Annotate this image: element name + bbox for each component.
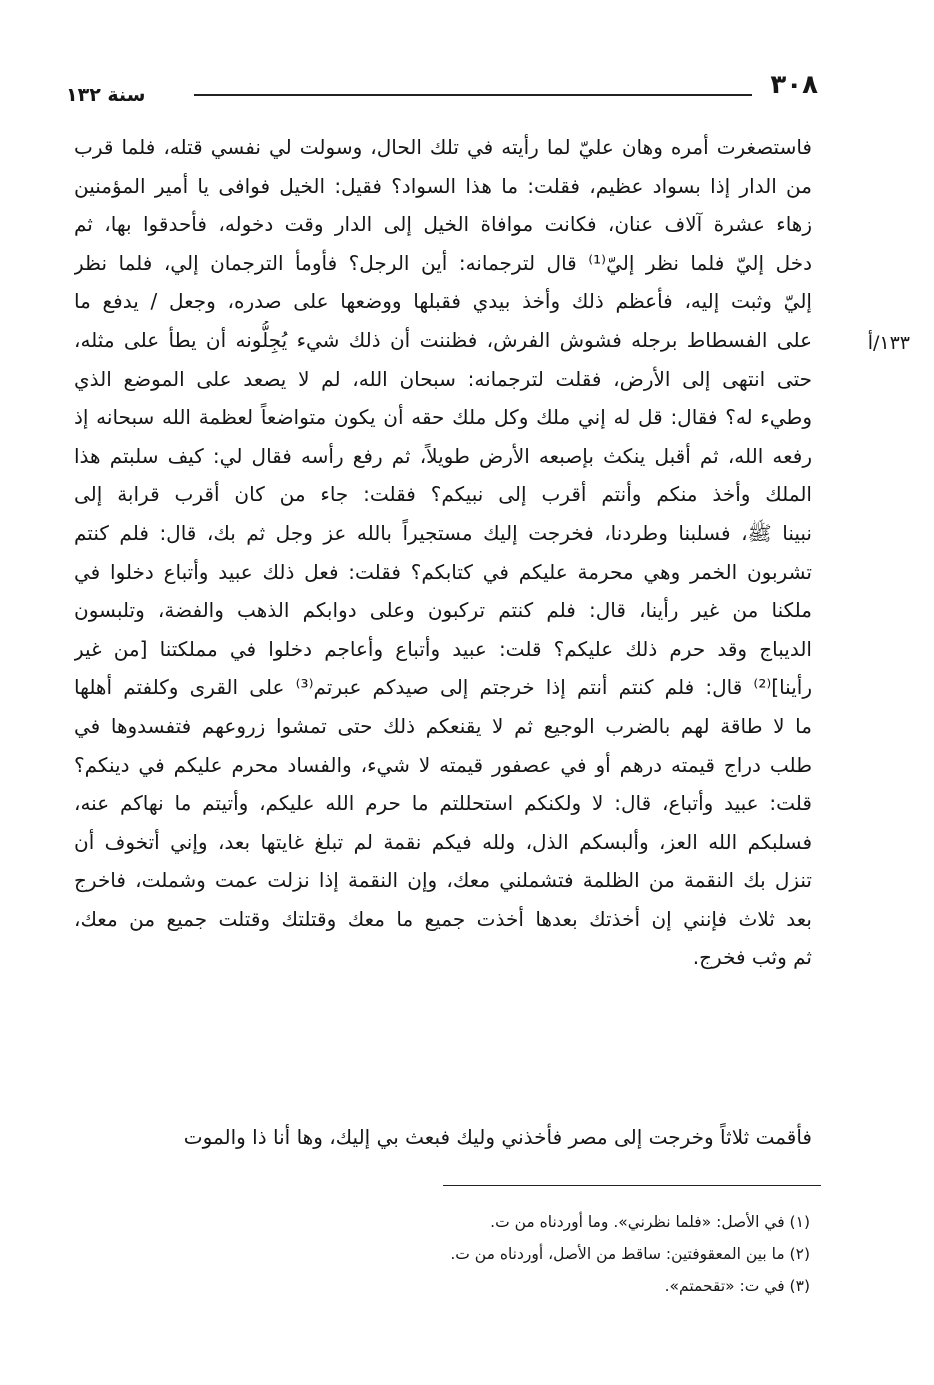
- text-line: من الدار إذا بسواد عظيم، فقلت: ما هذا السواد؟ فقيل: الخيل فوافى يا أمير المؤمنين: [74, 173, 812, 198]
- text-line: رفعه الله، ثم أقبل ينكث بإصبعه الأرض طويلاً، ثم رفع رأسه فقال لي: كيف سلبتم هذا: [74, 443, 812, 468]
- text-line: إليّ وثبت إليه، فأعظم ذلك وأخذ بيدي فقبلها ووضعها على صدره، وجعل / يدفع ما: [74, 289, 812, 314]
- text-line: على الفسطاط برجله فشوش الفرش، فظننت أن ذلك شيء يُجِلُّونه أن يطأ على مثله،: [74, 327, 812, 352]
- text-line: ملكنا من غير رأينا، قال: فلم كنتم تركبون وعلى دوابكم الذهب والفضة، وتلبسون: [74, 598, 812, 623]
- text-line: تنزل بك النقمة من الظلمة فتشملني معك، وإن النقمة إذا نزلت عمت وشملت، فاخرج: [74, 868, 812, 893]
- text-line: ثم وثب فخرج.: [692, 945, 812, 970]
- text-line: ما لا طاقة لهم بالضرب الوجيع ثم لا يقنعكم ذلك حتى تمشوا زروعهم فتفسدوها في: [74, 713, 812, 738]
- text-line: الملك وأخذ منكم وأنتم أقرب إلى نبيكم؟ فقلت: جاء من كان أقرب قرابة إلى: [74, 482, 812, 507]
- text-line: تشربون الخمر وهي محرمة عليكم في كتابكم؟ فقلت: فعل ذلك عبيد وأتباع دخلوا في: [74, 559, 812, 584]
- text-line: فأقمت ثلاثاً وخرجت إلى مصر فأخذني وليك فبعث بي إليك، وها أنا ذا والموت: [183, 1125, 812, 1149]
- footnote: (١) في الأصل: «فلما نظرني». وما أوردناه من ت.: [490, 1213, 810, 1231]
- text-line: زهاء عشرة آلاف عنان، فكانت موافاة الخيل إلى الدار وقت دخوله، فأحدقوا بها، ثم: [74, 212, 812, 237]
- text-line: قلت: عبيد وأتباع، قال: لا ولكنكم استحللتم ما حرم الله عليكم، وأتيتم ما نهاكم عنه،: [74, 791, 812, 816]
- text-line: طلب دراج قيمته درهم أو في عصفور قيمته لا شيء، والفساد محرم عليكم في دينكم؟: [74, 752, 812, 777]
- text-line: دخل إليّ فلما نظر إليّ⁽¹⁾ قال لترجمانه: أين الرجل؟ فأومأ الترجمان إلي، فلما نظر: [74, 250, 812, 275]
- second-paragraph: [90, 1118, 812, 1157]
- footnote-separator: [443, 1185, 821, 1186]
- text-line: بعد ثلاث فإنني إن أخذتك بعدها أخذت جميع ما معك وقتلتك وقتلت جميع من معك،: [74, 906, 812, 931]
- text-line: حتى انتهى إلى الأرض، فقلت لترجمانه: سبحان الله، لم لا يصعد على الموضع الذي: [74, 366, 812, 391]
- running-header-year: سنة ١٣٢: [66, 84, 146, 106]
- text-line: رأينا]⁽²⁾ قال: فلم كنتم أنتم إذا خرجتم إلى صيدكم عبرتم⁽³⁾ على القرى وكلفتم أهلها: [74, 675, 812, 700]
- page-number: ٣٠٨: [770, 70, 818, 100]
- text-line: الديباج وقد حرم ذلك عليكم؟ قلت: عبيد وأتباع وأعاجم دخلوا في مملكتنا [من غير: [74, 636, 812, 661]
- text-line: وطيء له؟ فقال: قل له إني ملك وكل ملك حقه أن يكون متواضعاً لعظمة الله سبحانه إذ: [74, 405, 812, 430]
- main-paragraph: [74, 128, 812, 977]
- footnotes: [120, 1206, 810, 1302]
- text-line: نبينا ﷺ، فسلبنا وطردنا، فخرجت إليك مستجيراً بالله عز وجل ثم بك، قال: فلم كنتم: [74, 520, 812, 545]
- text-line: فسلبكم الله العز، وألبسكم الذل، ولله فيكم نقمة لم تبلغ غايتها بعد، وإني أتخوف أن: [74, 829, 812, 854]
- footnote: (٢) ما بين المعقوفتين: ساقط من الأصل، أوردناه من ت.: [450, 1245, 810, 1263]
- header-rule: [194, 94, 752, 96]
- footnote: (٣) في ت: «تقحمتم».: [664, 1277, 810, 1295]
- running-header: [66, 70, 818, 110]
- margin-folio-note: ١٣٣/أ: [867, 332, 910, 354]
- text-line: فاستصغرت أمره وهان عليّ لما رأيته في تلك الحال، وسولت لي نفسي قتله، فلما قرب: [74, 135, 812, 159]
